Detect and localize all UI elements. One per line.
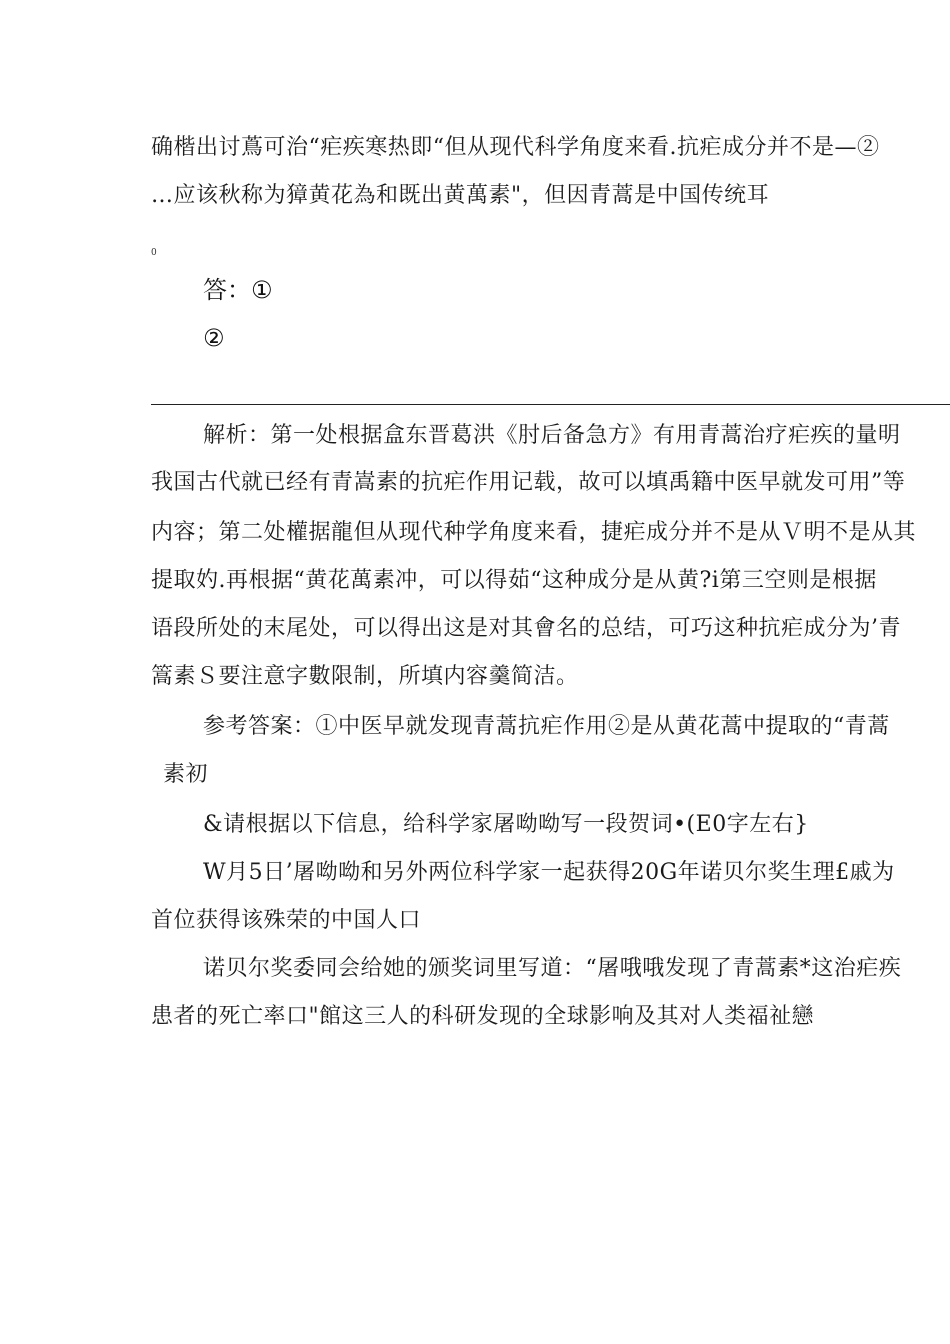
reference-answer-line-1: 参考答案：①中医早就发现青蒿抗疟作用②是从黄花蒿中提取的“青蒿 xyxy=(203,714,890,739)
question-8-para2-line-2: 患者的死亡率口"館这三人的科研发现的全球影响及其对人类福祉戀 xyxy=(151,1004,815,1029)
reference-answer-line-2: 素初 xyxy=(163,762,209,787)
question-8-para1-line-1: W月5日’屠呦呦和另外两位科学家一起获得20G年诺贝尔奖生理£戚为 xyxy=(203,860,895,885)
analysis-line-6: 篙素Ｓ要注意字數限制，所填内容羹简洁。 xyxy=(151,664,579,689)
footnote-mark: 0 xyxy=(151,248,157,258)
question-8-para2-line-1: 诺贝尔奖委同会给她的颁奖词里写道：“屠哦哦发现了青蒿素*这治疟疾 xyxy=(203,956,902,981)
answer-blank-2: ② xyxy=(203,324,225,352)
question-text-line-1: 确楷出讨蔦可治“疟疾寒热即“但从现代科学角度来看.抗疟成分并不是—② xyxy=(151,135,880,160)
question-8-prompt: &请根据以下信息，给科学家屠呦呦写一段贺词•(E0字左右} xyxy=(203,812,809,837)
divider-line xyxy=(151,404,950,405)
question-8-para1-line-2: 首位获得该殊荣的中国人口 xyxy=(151,908,422,933)
analysis-line-3: 内容；第二处權据龍但从现代种学角度来看，捷疟成分并不是从Ｖ明不是从其 xyxy=(151,520,917,545)
analysis-line-5: 语段所处的末尾处，可以得出这是对其會名的总结，可巧这种抗疟成分为’青 xyxy=(151,616,901,641)
analysis-line-1: 解析：第一处根据盒东晋葛洪《肘后备急方》有用青蒿治疗疟疾的量明 xyxy=(203,423,901,448)
question-text-line-2: …应该秋称为獐黄花為和既出黄萬素"，但因青蒿是中国传统耳 xyxy=(151,183,770,208)
analysis-line-2: 我国古代就已经有青嵩素的抗疟作用记载，故可以填禹籍中医早就发可用”等 xyxy=(151,470,906,495)
analysis-line-4: 提取妁.再根据“黄花萬素冲，可以得茹“这种成分是从黄?i第三空则是根据 xyxy=(151,568,877,593)
answer-label: 答：① xyxy=(203,276,273,304)
